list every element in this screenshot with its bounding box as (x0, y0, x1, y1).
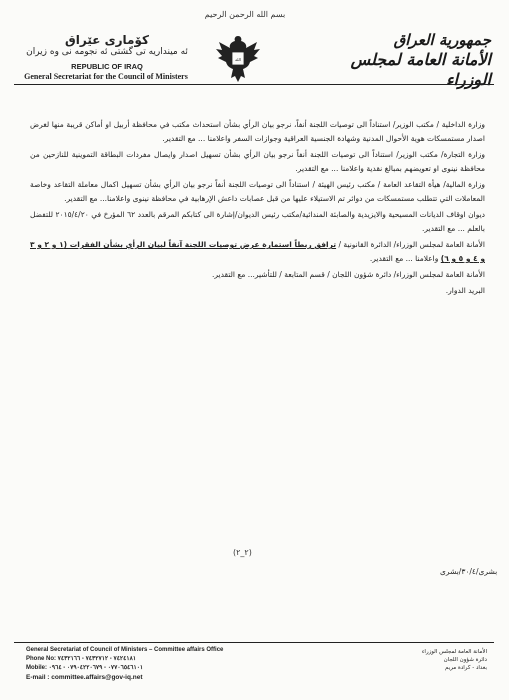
eagle-emblem-icon (213, 32, 263, 86)
footer-english (26, 646, 266, 682)
paragraph-committees: الأمانة العامة لمجلس الوزراء/ دائرة شؤون اللجان / قسم المتابعة / للتأشير... مع التقدير. (212, 270, 485, 279)
kurdish-title-line1: کۆماری عێراق (65, 33, 149, 47)
footer-arabic-line3: بغداد - كرادة مريم (445, 665, 487, 671)
date-note: بشرى/٣٠/٤/بشرى (440, 567, 498, 576)
paragraph-finance: وزارة المالية/ هيأة التقاعد العامة / مكتب رئيس الهيئة / استناداً الى توصيات اللجنة أنفاً نرجو بيان الرأي بشأن تسهيل اكمال معاملة التقاعد وخاصة المعاملات التي تتطلب مستمسكات من دوائر تم الاستيلاء عليها من قبل عصابات داعش الإرهابية في محافظة نينوى واعلامنا... مع التقدير. (30, 180, 485, 203)
republic-of-iraq-label: REPUBLIC OF IRAQ (71, 62, 143, 71)
kurdish-title-line2: ئه‌ مینداریه‌ تی گشتی ئه‌ نجومه‌ نی وه‌ زیران (26, 47, 188, 57)
paragraph-endowments: ديوان اوقاف الديانات المسيحية والايزيدية والصابئة المندائية/مكتب رئيس الديوان/إشارة الى كتابكم المرقم بالعدد ٦٢ المؤرخ في ٢٠١٥/٤/٢٠ للتفضل بالعلم ... مع التقدير. (30, 210, 486, 233)
bismillah: بسم الله الرحمن الرحيم (204, 10, 286, 19)
footer-office-name: General Secretariat of Council of Ministers – Committee affairs Office (26, 647, 224, 653)
paragraph-interior: وزارة الداخلية / مكتب الوزير/ استناداً الى توصيات اللجنة أنفاً، نرجو بيان الرأي بشأن استحداث مكتب في محافظة أربيل او أماكن قريبة منها لغرض اصدار مستمسكات هوية الأحوال المدنية وشهادة الجنسية العراقية وجوازات السفر واعلامنا ... مع التقدير. (30, 120, 485, 143)
footer-email: E-mail : committee.affairs@gov-iq.net (26, 674, 143, 681)
footer-arabic-line1: الأمانة العامة لمجلس الوزراء (421, 649, 487, 655)
footer-mobile: Mobile: ٠٧٧٠٦٥٤٦١٠١ - ٠٧٩٠٤٢٢٠٦٧٩ - ٠٩٦٤ (26, 665, 144, 671)
header-divider (14, 84, 494, 85)
footer-divider (14, 642, 494, 643)
paragraph-legal-emphasis: ترافق ربطاً استمارة عرض توصيات اللجنة آنفاً لبيان الرأي بشأن الفقرات (١ و ٢ و ٣ و ٤ و ٥ و ٦) (30, 240, 485, 263)
svg-text:الله: الله (235, 57, 241, 62)
general-secretariat-label: General Secretariat for the Council of Ministers (24, 72, 188, 81)
kurdish-title (22, 34, 192, 58)
letter-body (30, 118, 485, 300)
paragraph-legal (30, 238, 485, 266)
footer-arabic-line2: دائرة شؤون اللجان (443, 657, 487, 663)
paragraph-legal-prefix: الأمانة العامة لمجلس الوزراء/ الدائرة القانونية / (338, 240, 486, 249)
page-number: (٢_٢) (233, 548, 252, 557)
paragraph-legal-suffix: واعلامنا ... مع التقدير. (369, 254, 439, 263)
paragraph-circulation: البريد الدوار. (445, 286, 485, 295)
arabic-header-line1: جمهورية العراق (393, 31, 491, 49)
arabic-header-title (311, 30, 491, 90)
arabic-header-line2: الأمانة العامة لمجلس الوزراء (350, 50, 491, 89)
paragraph-trade: وزارة التجارة/ مكتب الوزير/ استناداً الى توصيات اللجنة أنفاً نرجو بيان الرأي بشأن تسهيل اصدار وايصال مفردات البطاقة التموينية للنازحين من محافظة نينوى او تعويضهم بمبالغ نقدية واعلامنا ... مع التقدير. (30, 150, 485, 173)
footer-arabic (367, 648, 487, 672)
footer-phone: Phone No: ٧٤٢٤١٨١ - ٧٤٣٢٧١٢ - ٧٤٣٢١٦٦ (26, 656, 137, 662)
